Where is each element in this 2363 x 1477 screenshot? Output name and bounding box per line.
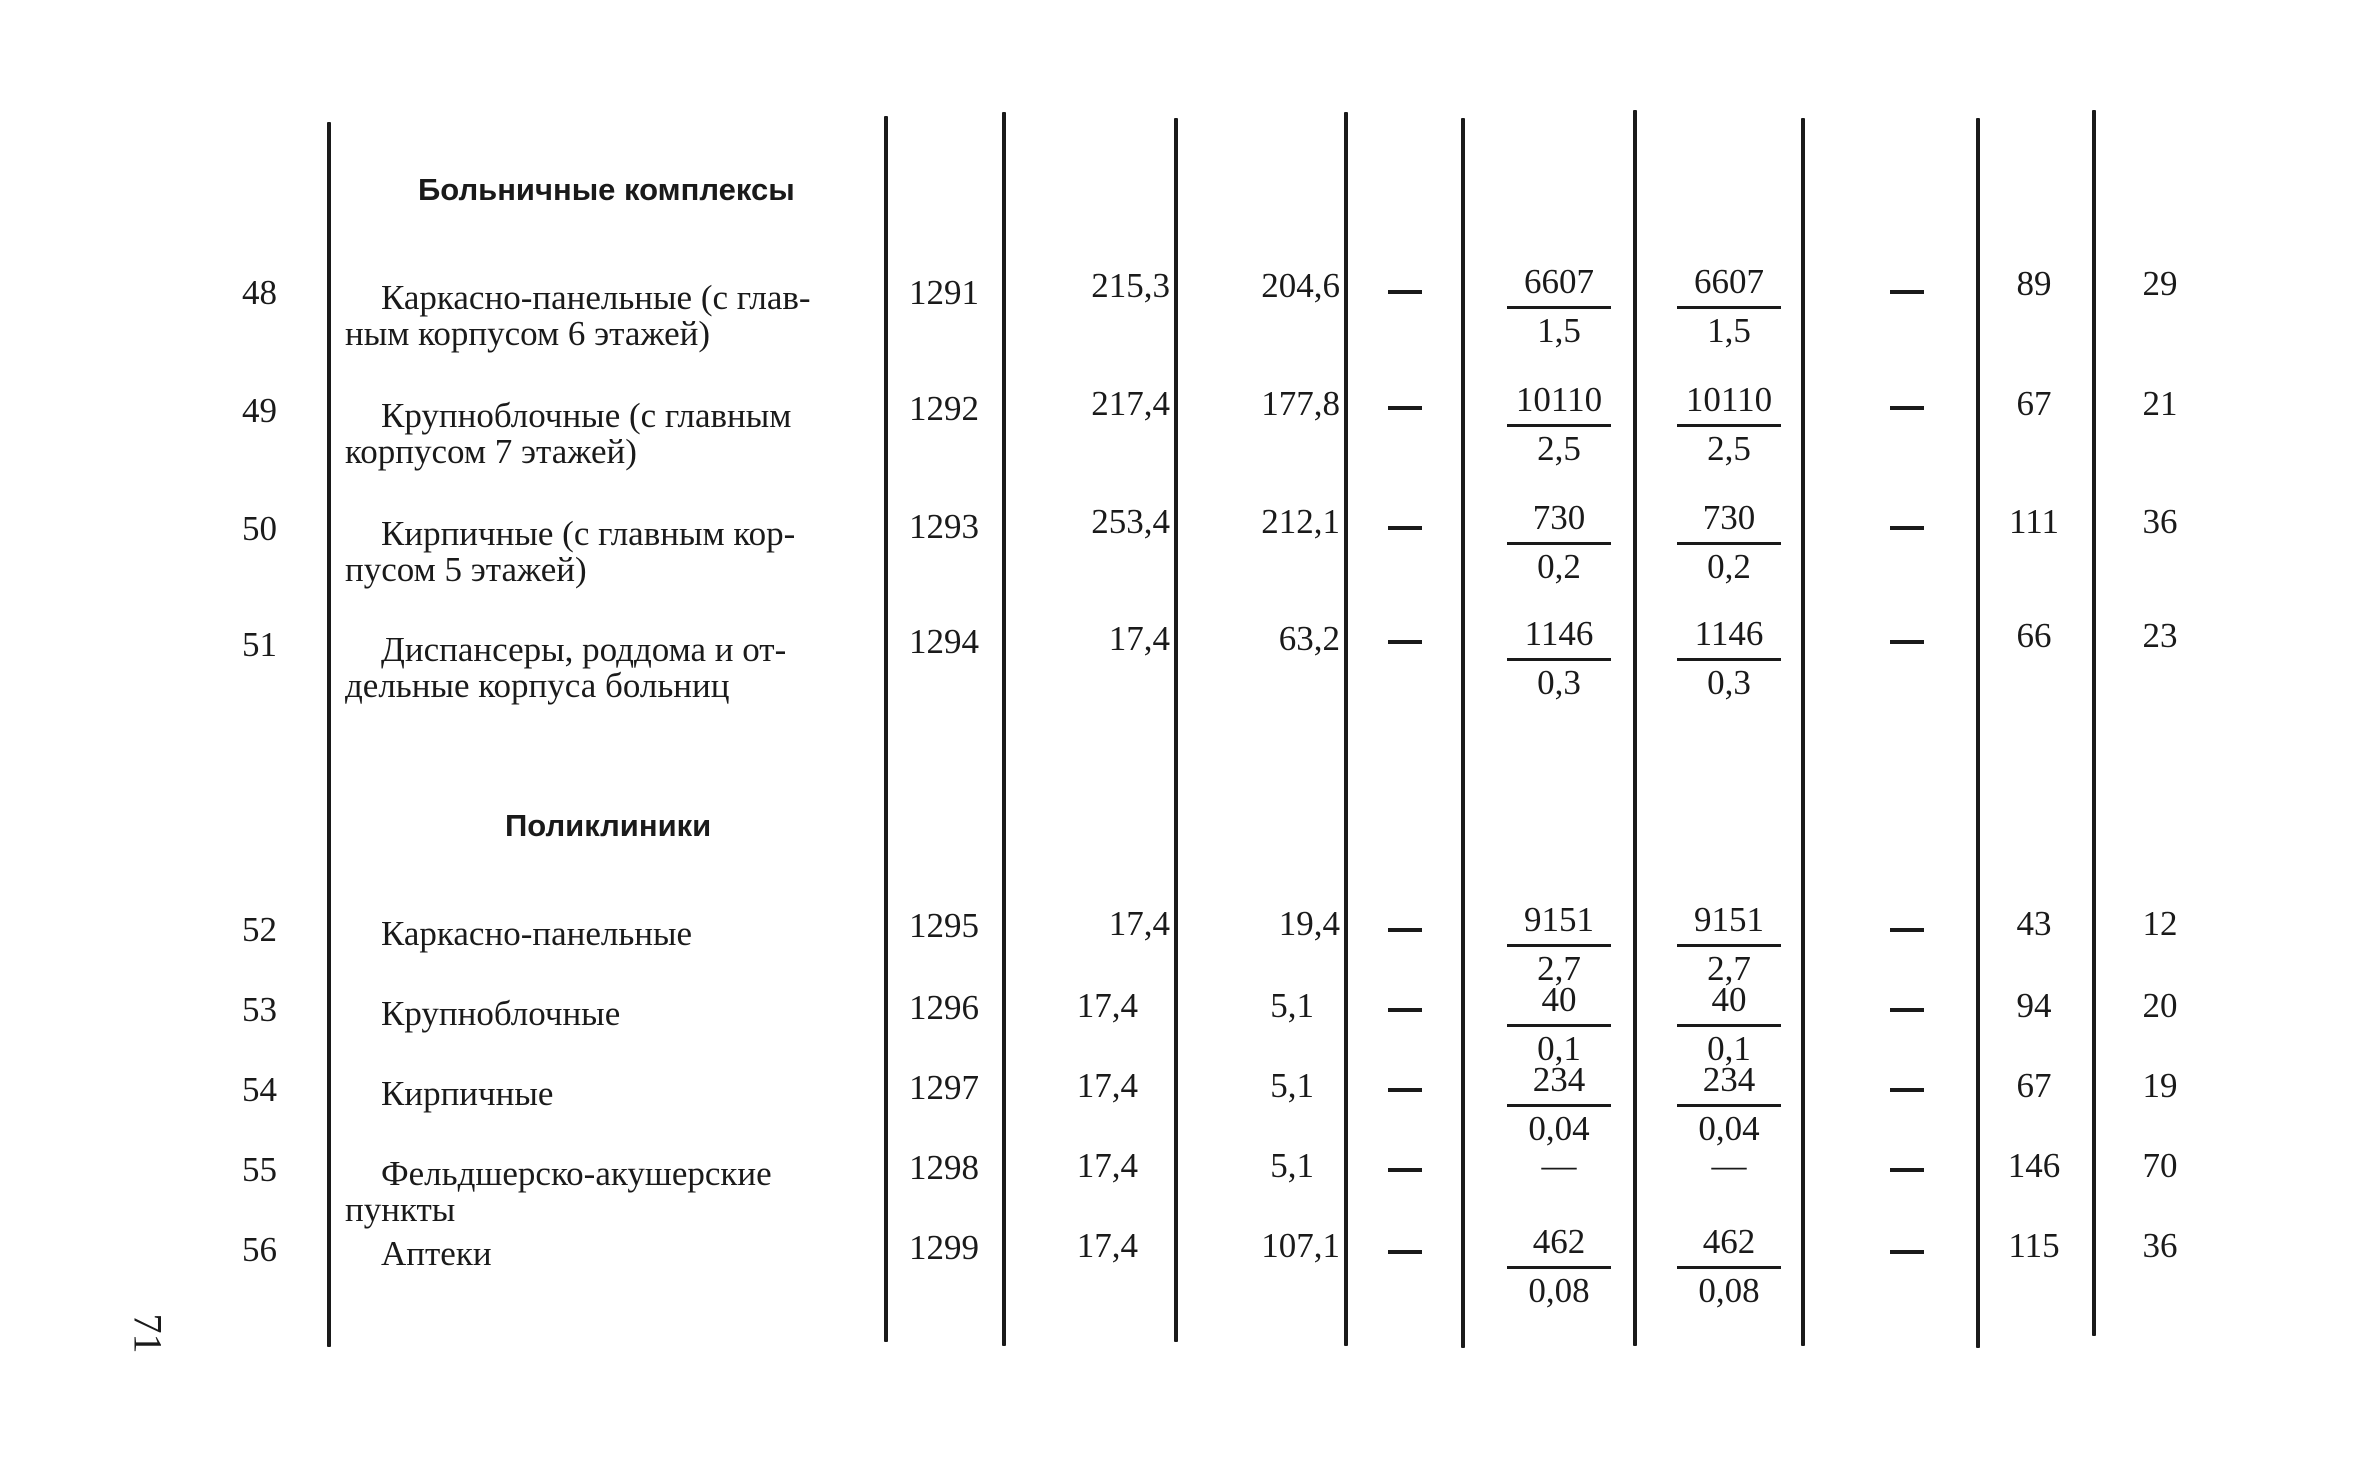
value-cell: 66 <box>2016 616 2052 655</box>
row-description <box>345 916 893 952</box>
fraction-cell <box>1503 1224 1615 1309</box>
fraction-denominator: 2,5 <box>1537 429 1581 468</box>
value-cell: 43 <box>2016 904 2052 943</box>
fraction-cell <box>1503 902 1615 987</box>
value-cell: 177,8 <box>1261 384 1340 423</box>
code-cell: 1294 <box>909 622 979 661</box>
value-cell: 36 <box>2142 1226 2178 1265</box>
column-rule <box>2092 110 2096 1336</box>
fraction-numerator: 1146 <box>1694 614 1764 653</box>
code-cell: 1296 <box>909 988 979 1027</box>
fraction-denominator: 0,2 <box>1537 547 1581 586</box>
row-description <box>345 996 893 1032</box>
fraction-bar <box>1677 658 1781 661</box>
row-number: 51 <box>242 625 277 664</box>
row-number: 48 <box>242 273 277 312</box>
fraction-numerator: 6607 <box>1524 262 1594 301</box>
value-cell: 111 <box>2009 502 2059 541</box>
value-cell: 29 <box>2142 264 2178 303</box>
fraction-denominator: 0,04 <box>1528 1109 1590 1148</box>
column-rule <box>1174 118 1178 1342</box>
fraction-bar <box>1507 424 1611 427</box>
fraction-denominator: 0,3 <box>1537 663 1581 702</box>
dash-mark <box>1890 1168 1924 1172</box>
fraction-denominator: 2,7 <box>1707 949 1751 988</box>
fraction-cell <box>1503 1062 1615 1147</box>
row-number: 53 <box>242 990 277 1029</box>
fraction-cell: — <box>1711 1146 1747 1185</box>
value-cell: 67 <box>2016 1066 2052 1105</box>
code-cell: 1299 <box>909 1228 979 1267</box>
description-line: Аптеки <box>381 1234 492 1273</box>
fraction-numerator: 40 <box>1541 980 1577 1019</box>
dash-mark <box>1388 1008 1422 1012</box>
fraction-cell <box>1673 500 1785 585</box>
dash-mark <box>1890 290 1924 294</box>
fraction-numerator: 6607 <box>1694 262 1764 301</box>
fraction-bar <box>1507 944 1611 947</box>
fraction-cell <box>1503 982 1615 1067</box>
column-rule <box>1461 118 1465 1348</box>
description-line: Каркасно-панельные (с глав- <box>381 278 811 317</box>
fraction-bar <box>1677 1024 1781 1027</box>
value-cell: 67 <box>2016 384 2052 423</box>
row-description <box>345 516 893 588</box>
description-line: пусом 5 этажей) <box>345 550 587 589</box>
value-cell: 146 <box>2007 1146 2061 1185</box>
fraction-bar <box>1507 1024 1611 1027</box>
dash-mark <box>1890 406 1924 410</box>
fraction-numerator: 10110 <box>1685 380 1773 419</box>
value-cell: 70 <box>2142 1146 2178 1185</box>
fraction-bar <box>1677 424 1781 427</box>
section-title: Поликлиники <box>505 808 712 843</box>
value-cell: 217,4 <box>1091 384 1170 423</box>
value-cell: 107,1 <box>1261 1226 1340 1265</box>
column-rule <box>327 122 331 1347</box>
description-line: пункты <box>345 1190 456 1229</box>
fraction-cell <box>1503 382 1615 467</box>
value-cell: 5,1 <box>1270 1146 1314 1185</box>
fraction-bar <box>1507 1104 1611 1107</box>
value-cell: 19 <box>2142 1066 2178 1105</box>
dash-mark <box>1890 928 1924 932</box>
dash-mark <box>1388 290 1422 294</box>
dash-mark <box>1890 1008 1924 1012</box>
code-cell: 1291 <box>909 273 979 312</box>
value-cell: 212,1 <box>1261 502 1340 541</box>
value-cell: 17,4 <box>1076 986 1138 1025</box>
fraction-cell <box>1503 264 1615 349</box>
dash-mark <box>1388 526 1422 530</box>
value-cell: 12 <box>2142 904 2178 943</box>
column-rule <box>1344 112 1348 1346</box>
row-number: 52 <box>242 910 277 949</box>
fraction-numerator: 730 <box>1702 498 1756 537</box>
value-cell: 5,1 <box>1270 1066 1314 1105</box>
page-number: 71 <box>125 1313 171 1354</box>
dash-mark <box>1890 640 1924 644</box>
fraction-bar <box>1677 542 1781 545</box>
value-cell: 17,4 <box>1076 1146 1138 1185</box>
value-cell: 17,4 <box>1076 1226 1138 1265</box>
code-cell: 1297 <box>909 1068 979 1107</box>
fraction-cell <box>1503 616 1615 701</box>
fraction-numerator: 234 <box>1702 1060 1756 1099</box>
fraction-cell <box>1673 264 1785 349</box>
fraction-bar <box>1677 1266 1781 1269</box>
description-line: ным корпусом 6 этажей) <box>345 314 711 353</box>
value-cell: 17,4 <box>1076 1066 1138 1105</box>
fraction-numerator: 40 <box>1711 980 1747 1019</box>
fraction-cell <box>1673 1224 1785 1309</box>
dash-mark <box>1388 1168 1422 1172</box>
fraction-denominator: 0,1 <box>1537 1029 1581 1068</box>
row-description <box>345 1236 893 1272</box>
fraction-denominator: 0,04 <box>1698 1109 1760 1148</box>
dash-mark <box>1388 640 1422 644</box>
column-rule <box>1976 118 1980 1348</box>
code-cell: 1295 <box>909 906 979 945</box>
description-line: Фельдшерско-акушерские <box>381 1154 772 1193</box>
value-cell: 253,4 <box>1091 502 1170 541</box>
row-description <box>345 280 893 352</box>
fraction-cell <box>1673 616 1785 701</box>
description-line: Крупноблочные (с главным <box>381 396 792 435</box>
row-description <box>345 1076 893 1112</box>
column-rule <box>1002 112 1006 1346</box>
row-number: 54 <box>242 1070 277 1109</box>
value-cell: 63,2 <box>1278 619 1340 658</box>
fraction-denominator: 0,08 <box>1698 1271 1760 1310</box>
row-number: 49 <box>242 391 277 430</box>
fraction-numerator: 730 <box>1532 498 1586 537</box>
fraction-denominator: 2,7 <box>1537 949 1581 988</box>
dash-mark <box>1890 526 1924 530</box>
row-description <box>345 1156 893 1228</box>
value-cell: 20 <box>2142 986 2178 1025</box>
fraction-bar <box>1677 944 1781 947</box>
value-cell: 21 <box>2142 384 2178 423</box>
value-cell: 204,6 <box>1261 266 1340 305</box>
value-cell: 5,1 <box>1270 986 1314 1025</box>
description-line: корпусом 7 этажей) <box>345 432 637 471</box>
fraction-denominator: 0,3 <box>1707 663 1751 702</box>
fraction-cell <box>1673 902 1785 987</box>
fraction-bar <box>1507 658 1611 661</box>
row-number: 55 <box>242 1150 277 1189</box>
dash-mark <box>1388 1088 1422 1092</box>
fraction-denominator: 0,2 <box>1707 547 1751 586</box>
column-rule <box>1633 110 1637 1346</box>
fraction-numerator: 10110 <box>1515 380 1603 419</box>
value-cell: 17,4 <box>1108 904 1170 943</box>
value-cell: 19,4 <box>1278 904 1340 943</box>
row-number: 56 <box>242 1230 277 1269</box>
description-line: Кирпичные <box>381 1074 554 1113</box>
fraction-cell <box>1673 382 1785 467</box>
value-cell: 36 <box>2142 502 2178 541</box>
fraction-numerator: 1146 <box>1524 614 1594 653</box>
dash-mark <box>1388 406 1422 410</box>
fraction-numerator: 9151 <box>1524 900 1594 939</box>
dash-mark <box>1890 1250 1924 1254</box>
value-cell: 17,4 <box>1108 619 1170 658</box>
section-title: Больничные комплексы <box>418 172 795 207</box>
fraction-bar <box>1507 1266 1611 1269</box>
value-cell: 215,3 <box>1091 266 1170 305</box>
value-cell: 115 <box>2008 1226 2060 1265</box>
fraction-numerator: 234 <box>1532 1060 1586 1099</box>
value-cell: 23 <box>2142 616 2178 655</box>
code-cell: 1292 <box>909 389 979 428</box>
description-line: Диспансеры, роддома и от- <box>381 630 787 669</box>
dash-mark <box>1388 928 1422 932</box>
row-description <box>345 398 893 470</box>
code-cell: 1293 <box>909 507 979 546</box>
dash-mark <box>1388 1250 1422 1254</box>
fraction-numerator: 462 <box>1702 1222 1756 1261</box>
fraction-bar <box>1677 306 1781 309</box>
dash-mark <box>1890 1088 1924 1092</box>
fraction-cell <box>1673 982 1785 1067</box>
fraction-denominator: 1,5 <box>1537 311 1581 350</box>
fraction-denominator: 0,1 <box>1707 1029 1751 1068</box>
fraction-bar <box>1677 1104 1781 1107</box>
row-description <box>345 632 893 704</box>
fraction-denominator: 0,08 <box>1528 1271 1590 1310</box>
fraction-bar <box>1507 306 1611 309</box>
fraction-cell: — <box>1541 1146 1577 1185</box>
fraction-bar <box>1507 542 1611 545</box>
description-line: Каркасно-панельные <box>381 914 693 953</box>
fraction-denominator: 2,5 <box>1707 429 1751 468</box>
fraction-cell <box>1673 1062 1785 1147</box>
code-cell: 1298 <box>909 1148 979 1187</box>
description-line: Крупноблочные <box>381 994 621 1033</box>
row-number: 50 <box>242 509 277 548</box>
fraction-denominator: 1,5 <box>1707 311 1751 350</box>
description-line: Кирпичные (с главным кор- <box>381 514 796 553</box>
value-cell: 94 <box>2016 986 2052 1025</box>
fraction-numerator: 462 <box>1532 1222 1586 1261</box>
description-line: дельные корпуса больниц <box>345 666 730 705</box>
fraction-numerator: 9151 <box>1694 900 1764 939</box>
column-rule <box>1801 118 1805 1346</box>
value-cell: 89 <box>2016 264 2052 303</box>
fraction-cell <box>1503 500 1615 585</box>
